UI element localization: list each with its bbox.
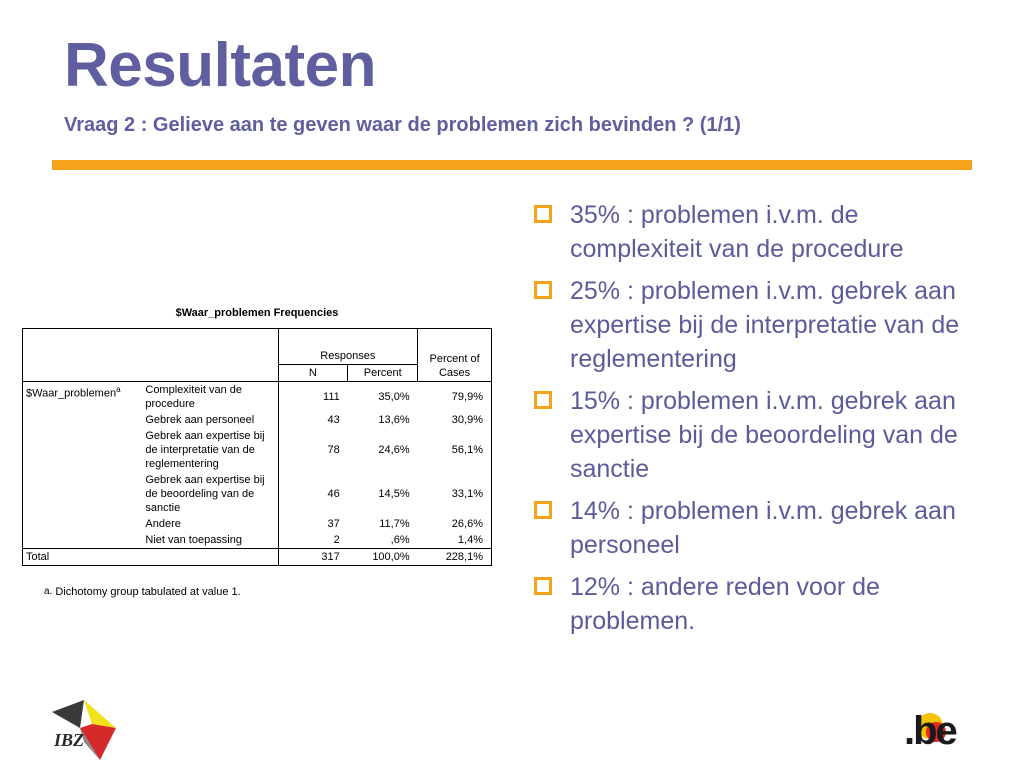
row-cases: 26,6% xyxy=(418,516,492,532)
be-logo-text: .be xyxy=(904,709,956,750)
square-bullet-icon xyxy=(534,391,552,409)
footnote-marker: a. xyxy=(44,586,53,597)
row-percent: ,6% xyxy=(390,534,410,546)
row-cases: 1,4% xyxy=(418,532,492,549)
total-n: 317 xyxy=(278,549,348,566)
row-cases: 30,9% xyxy=(418,412,492,428)
row-label: Gebrek aan personeel xyxy=(145,414,255,426)
row-label: Gebrek aan expertise bij de interpretatie van de reglementering xyxy=(145,430,265,470)
row-label: Complexiteit van de procedure xyxy=(142,382,278,413)
row-percent: 14,5% xyxy=(378,488,410,500)
ibz-logo-text: IBZ xyxy=(54,730,85,750)
bullet-text: 12% : andere reden voor de problemen. xyxy=(570,573,880,635)
header-responses-label: Responses xyxy=(320,350,376,362)
row-label: Niet van toepassing xyxy=(145,534,242,546)
row-percent: 35,0% xyxy=(348,382,418,413)
row-group-sup: a xyxy=(116,385,121,394)
row-percent: 11,7% xyxy=(379,518,410,530)
row-n: 2 xyxy=(278,532,348,549)
row-n: 111 xyxy=(278,382,348,413)
row-n: 37 xyxy=(278,516,348,532)
square-bullet-icon xyxy=(534,205,552,223)
header-corner xyxy=(23,329,279,382)
bullet-text: 25% : problemen i.v.m. gebrek aan expertise bij de interpretatie van de reglementering xyxy=(570,277,960,373)
row-cases: 33,1% xyxy=(418,472,492,516)
bullet-text: 35% : problemen i.v.m. de complexiteit van de procedure xyxy=(570,201,904,263)
header-responses xyxy=(278,329,418,365)
ibz-logo-icon xyxy=(50,698,120,762)
bullet-list xyxy=(534,198,974,646)
row-n: 46 xyxy=(278,472,348,516)
row-cases: 56,1% xyxy=(418,428,492,472)
slide-title: Resultaten xyxy=(64,31,376,100)
table-title: $Waar_problemen Frequencies xyxy=(175,307,339,319)
bullet-item xyxy=(534,494,974,562)
frequency-table xyxy=(22,328,492,566)
row-group-text: $Waar_problemen xyxy=(26,387,117,400)
footnote-text: Dichotomy group tabulated at value 1. xyxy=(55,586,241,598)
bullet-item xyxy=(534,570,974,638)
table-header-row xyxy=(23,329,492,365)
total-percent: 100,0% xyxy=(348,549,418,566)
orange-divider xyxy=(52,160,972,170)
table-total-row xyxy=(23,549,492,566)
header-percent: Percent xyxy=(348,365,418,382)
total-label: Total xyxy=(23,549,279,566)
bullet-text: 15% : problemen i.v.m. gebrek aan expertise bij de beoordeling van de sanctie xyxy=(570,387,958,483)
row-label: Gebrek aan expertise bij de beoordeling van de sanctie xyxy=(145,474,265,514)
row-cases: 79,9% xyxy=(418,382,492,413)
row-percent: 13,6% xyxy=(378,414,410,426)
square-bullet-icon xyxy=(534,281,552,299)
square-bullet-icon xyxy=(534,501,552,519)
row-percent: 24,6% xyxy=(378,444,410,456)
row-n: 78 xyxy=(278,428,348,472)
table-footnote xyxy=(44,586,241,598)
total-cases: 228,1% xyxy=(418,549,492,566)
bullet-item xyxy=(534,274,974,376)
row-label: Andere xyxy=(145,518,181,530)
header-percent-of-cases-label: Percent of Cases xyxy=(429,353,480,379)
header-percent-of-cases xyxy=(418,329,492,382)
be-logo-icon xyxy=(902,694,976,750)
bullet-text: 14% : problemen i.v.m. gebrek aan personeel xyxy=(570,497,956,559)
bullet-item xyxy=(534,198,974,266)
row-group-label xyxy=(23,382,143,549)
square-bullet-icon xyxy=(534,577,552,595)
table-row xyxy=(23,382,492,413)
header-n: N xyxy=(278,365,348,382)
row-n: 43 xyxy=(278,412,348,428)
bullet-item xyxy=(534,384,974,486)
slide-subtitle: Vraag 2 : Gelieve aan te geven waar de problemen zich bevinden ? (1/1) xyxy=(64,114,741,136)
